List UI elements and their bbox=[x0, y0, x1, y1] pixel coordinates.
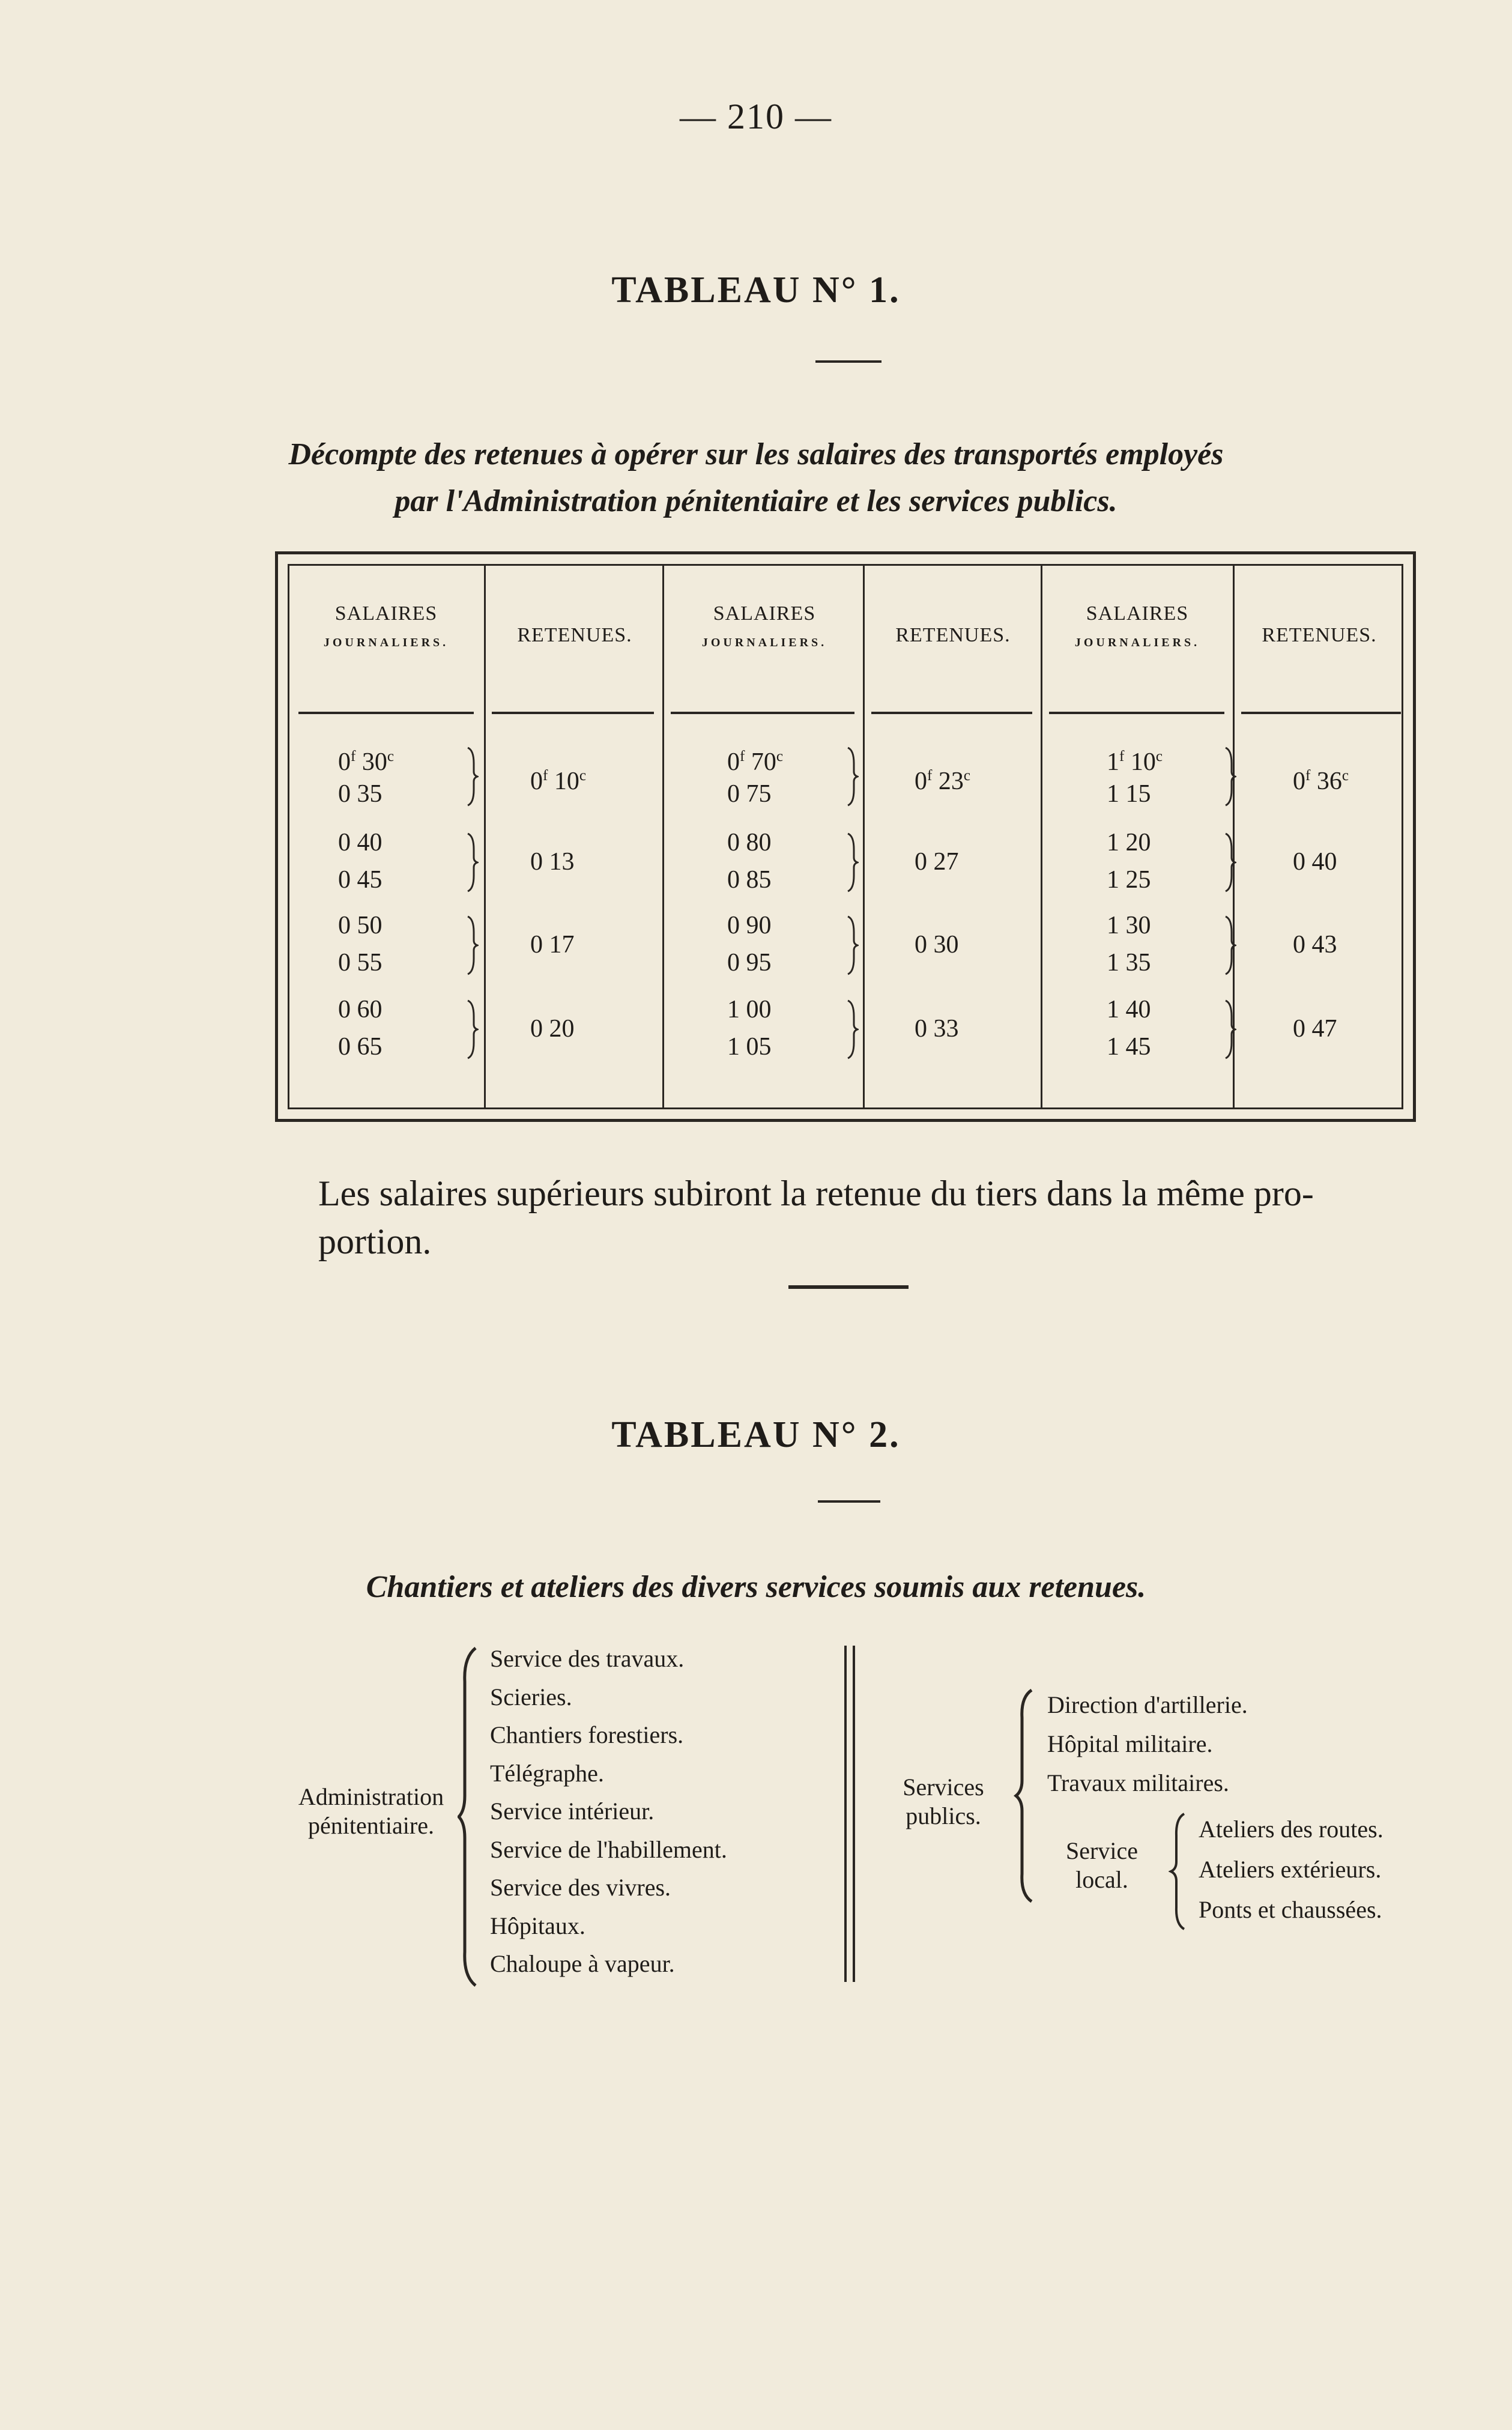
salary-value: 0 55 bbox=[338, 949, 383, 977]
page-number: — 210 — bbox=[680, 97, 832, 136]
salary-value: 0 35 bbox=[338, 780, 383, 808]
salary-value: 1 05 bbox=[727, 1033, 772, 1061]
row-brace bbox=[1223, 745, 1236, 808]
local-items-list bbox=[1199, 1809, 1383, 1930]
list-item: Hôpital militaire. bbox=[1047, 1730, 1213, 1757]
list-item: Ateliers des routes. bbox=[1199, 1816, 1383, 1843]
salary-value: 1 00 bbox=[727, 996, 772, 1023]
salary-value: 1 30 bbox=[1107, 912, 1151, 939]
header-salaires-1: SALAIRES JOURNALIERS. bbox=[323, 602, 449, 649]
wage-deduction-table bbox=[275, 551, 1416, 1122]
salary-value: 0$^f$ 70$^c$ bbox=[727, 748, 784, 776]
header-retenues-2: RETENUES. bbox=[895, 624, 1011, 646]
deduction-value: 0 40 bbox=[1293, 848, 1337, 876]
row-brace bbox=[465, 998, 479, 1061]
paragraph-line2: portion. bbox=[318, 1222, 432, 1261]
salary-value: 0 85 bbox=[727, 866, 772, 894]
salary-value: 1 40 bbox=[1107, 996, 1151, 1023]
right-brace bbox=[1014, 1688, 1038, 1904]
header-separator bbox=[298, 712, 474, 714]
deduction-value: 0$^f$ 36$^c$ bbox=[1293, 768, 1349, 795]
title-rule bbox=[815, 360, 881, 363]
list-item: Ponts et chaussées. bbox=[1199, 1896, 1382, 1923]
paragraph-line1: Les salaires supérieurs subiront la retenue du tiers dans la même pro- bbox=[318, 1174, 1314, 1213]
deduction-value: 0 17 bbox=[530, 931, 575, 959]
row-brace bbox=[1223, 831, 1236, 894]
salary-value: 0 90 bbox=[727, 912, 772, 939]
list-item: Travaux militaires. bbox=[1047, 1769, 1229, 1796]
row-brace bbox=[845, 914, 859, 977]
column-divider bbox=[1041, 565, 1042, 1108]
deduction-value: 0 13 bbox=[530, 848, 575, 876]
salary-value: 0 75 bbox=[727, 780, 772, 808]
row-brace bbox=[845, 745, 859, 808]
salary-value: 1 35 bbox=[1107, 949, 1151, 977]
salary-value: 1 15 bbox=[1107, 780, 1151, 808]
deduction-value: 0$^f$ 23$^c$ bbox=[915, 768, 971, 795]
table1-subtitle-line1: Décompte des retenues à opérer sur les salaires des transportés employés bbox=[288, 437, 1224, 471]
salary-value: 0 45 bbox=[338, 866, 383, 894]
right-items-list bbox=[1047, 1685, 1248, 1802]
header-separator bbox=[492, 712, 654, 714]
row-brace bbox=[1223, 914, 1236, 977]
row-brace bbox=[845, 998, 859, 1061]
list-item: Service des vivres. bbox=[490, 1874, 671, 1901]
row-brace bbox=[845, 831, 859, 894]
list-item: Service de l'habillement. bbox=[490, 1835, 727, 1863]
deduction-value: 0 20 bbox=[530, 1015, 575, 1043]
list-item: Chantiers forestiers. bbox=[490, 1721, 684, 1748]
divider-line bbox=[853, 1646, 855, 1982]
salary-value: 1 20 bbox=[1107, 829, 1151, 856]
deduction-value: 0 27 bbox=[915, 848, 959, 876]
list-item: Direction d'artillerie. bbox=[1047, 1691, 1248, 1718]
column-divider bbox=[484, 565, 486, 1108]
list-item: Service intérieur. bbox=[490, 1798, 655, 1825]
label-services-publics: Services publics. bbox=[903, 1774, 984, 1829]
row-brace bbox=[465, 914, 479, 977]
deduction-value: 0 30 bbox=[915, 931, 959, 959]
left-brace bbox=[458, 1646, 482, 1988]
list-item: Scieries. bbox=[490, 1683, 572, 1710]
header-salaires-3: SALAIRES JOURNALIERS. bbox=[1074, 602, 1200, 649]
header-separator bbox=[871, 712, 1032, 714]
salary-value: 1 25 bbox=[1107, 866, 1151, 894]
salary-value: 0 95 bbox=[727, 949, 772, 977]
list-item: Chaloupe à vapeur. bbox=[490, 1950, 675, 1977]
left-items-list bbox=[490, 1640, 727, 1983]
header-separator bbox=[671, 712, 854, 714]
column-divider bbox=[863, 565, 865, 1108]
salary-value: 0 50 bbox=[338, 912, 383, 939]
column-divider bbox=[662, 565, 664, 1108]
table2-subtitle: Chantiers et ateliers des divers services soumis aux retenues. bbox=[366, 1570, 1146, 1604]
header-separator bbox=[1241, 712, 1401, 714]
row-brace bbox=[465, 831, 479, 894]
deduction-value: 0 43 bbox=[1293, 931, 1337, 959]
deduction-value: 0$^f$ 10$^c$ bbox=[530, 768, 587, 795]
divider-line bbox=[844, 1646, 847, 1982]
salary-value: 0$^f$ 30$^c$ bbox=[338, 748, 395, 776]
label-service-local: Service local. bbox=[1066, 1837, 1138, 1893]
header-separator bbox=[1049, 712, 1224, 714]
label-administration: Administration pénitentiaire. bbox=[298, 1783, 444, 1839]
salary-value: 0 80 bbox=[727, 829, 772, 856]
header-salaires-2: SALAIRES JOURNALIERS. bbox=[701, 602, 827, 649]
list-item: Télégraphe. bbox=[490, 1759, 604, 1787]
deduction-value: 0 47 bbox=[1293, 1015, 1337, 1043]
title-rule bbox=[818, 1500, 880, 1503]
salary-value: 0 65 bbox=[338, 1033, 383, 1061]
salary-value: 0 60 bbox=[338, 996, 383, 1023]
salary-value: 0 40 bbox=[338, 829, 383, 856]
table1-title: TABLEAU N° 1. bbox=[611, 270, 901, 311]
table2-title: TABLEAU N° 2. bbox=[611, 1414, 901, 1455]
salary-value: 1$^f$ 10$^c$ bbox=[1107, 748, 1163, 776]
row-brace bbox=[1223, 998, 1236, 1061]
deduction-value: 0 33 bbox=[915, 1015, 959, 1043]
row-brace bbox=[465, 745, 479, 808]
table1-subtitle-line2: par l'Administration pénitentiaire et les services publics. bbox=[395, 484, 1117, 518]
section-rule bbox=[788, 1285, 909, 1289]
list-item: Hôpitaux. bbox=[490, 1912, 585, 1939]
salary-value: 1 45 bbox=[1107, 1033, 1151, 1061]
list-item: Service des travaux. bbox=[490, 1645, 685, 1672]
list-item: Ateliers extérieurs. bbox=[1199, 1856, 1382, 1883]
header-retenues-1: RETENUES. bbox=[517, 624, 632, 646]
local-brace bbox=[1169, 1811, 1189, 1932]
header-retenues-3: RETENUES. bbox=[1262, 624, 1377, 646]
